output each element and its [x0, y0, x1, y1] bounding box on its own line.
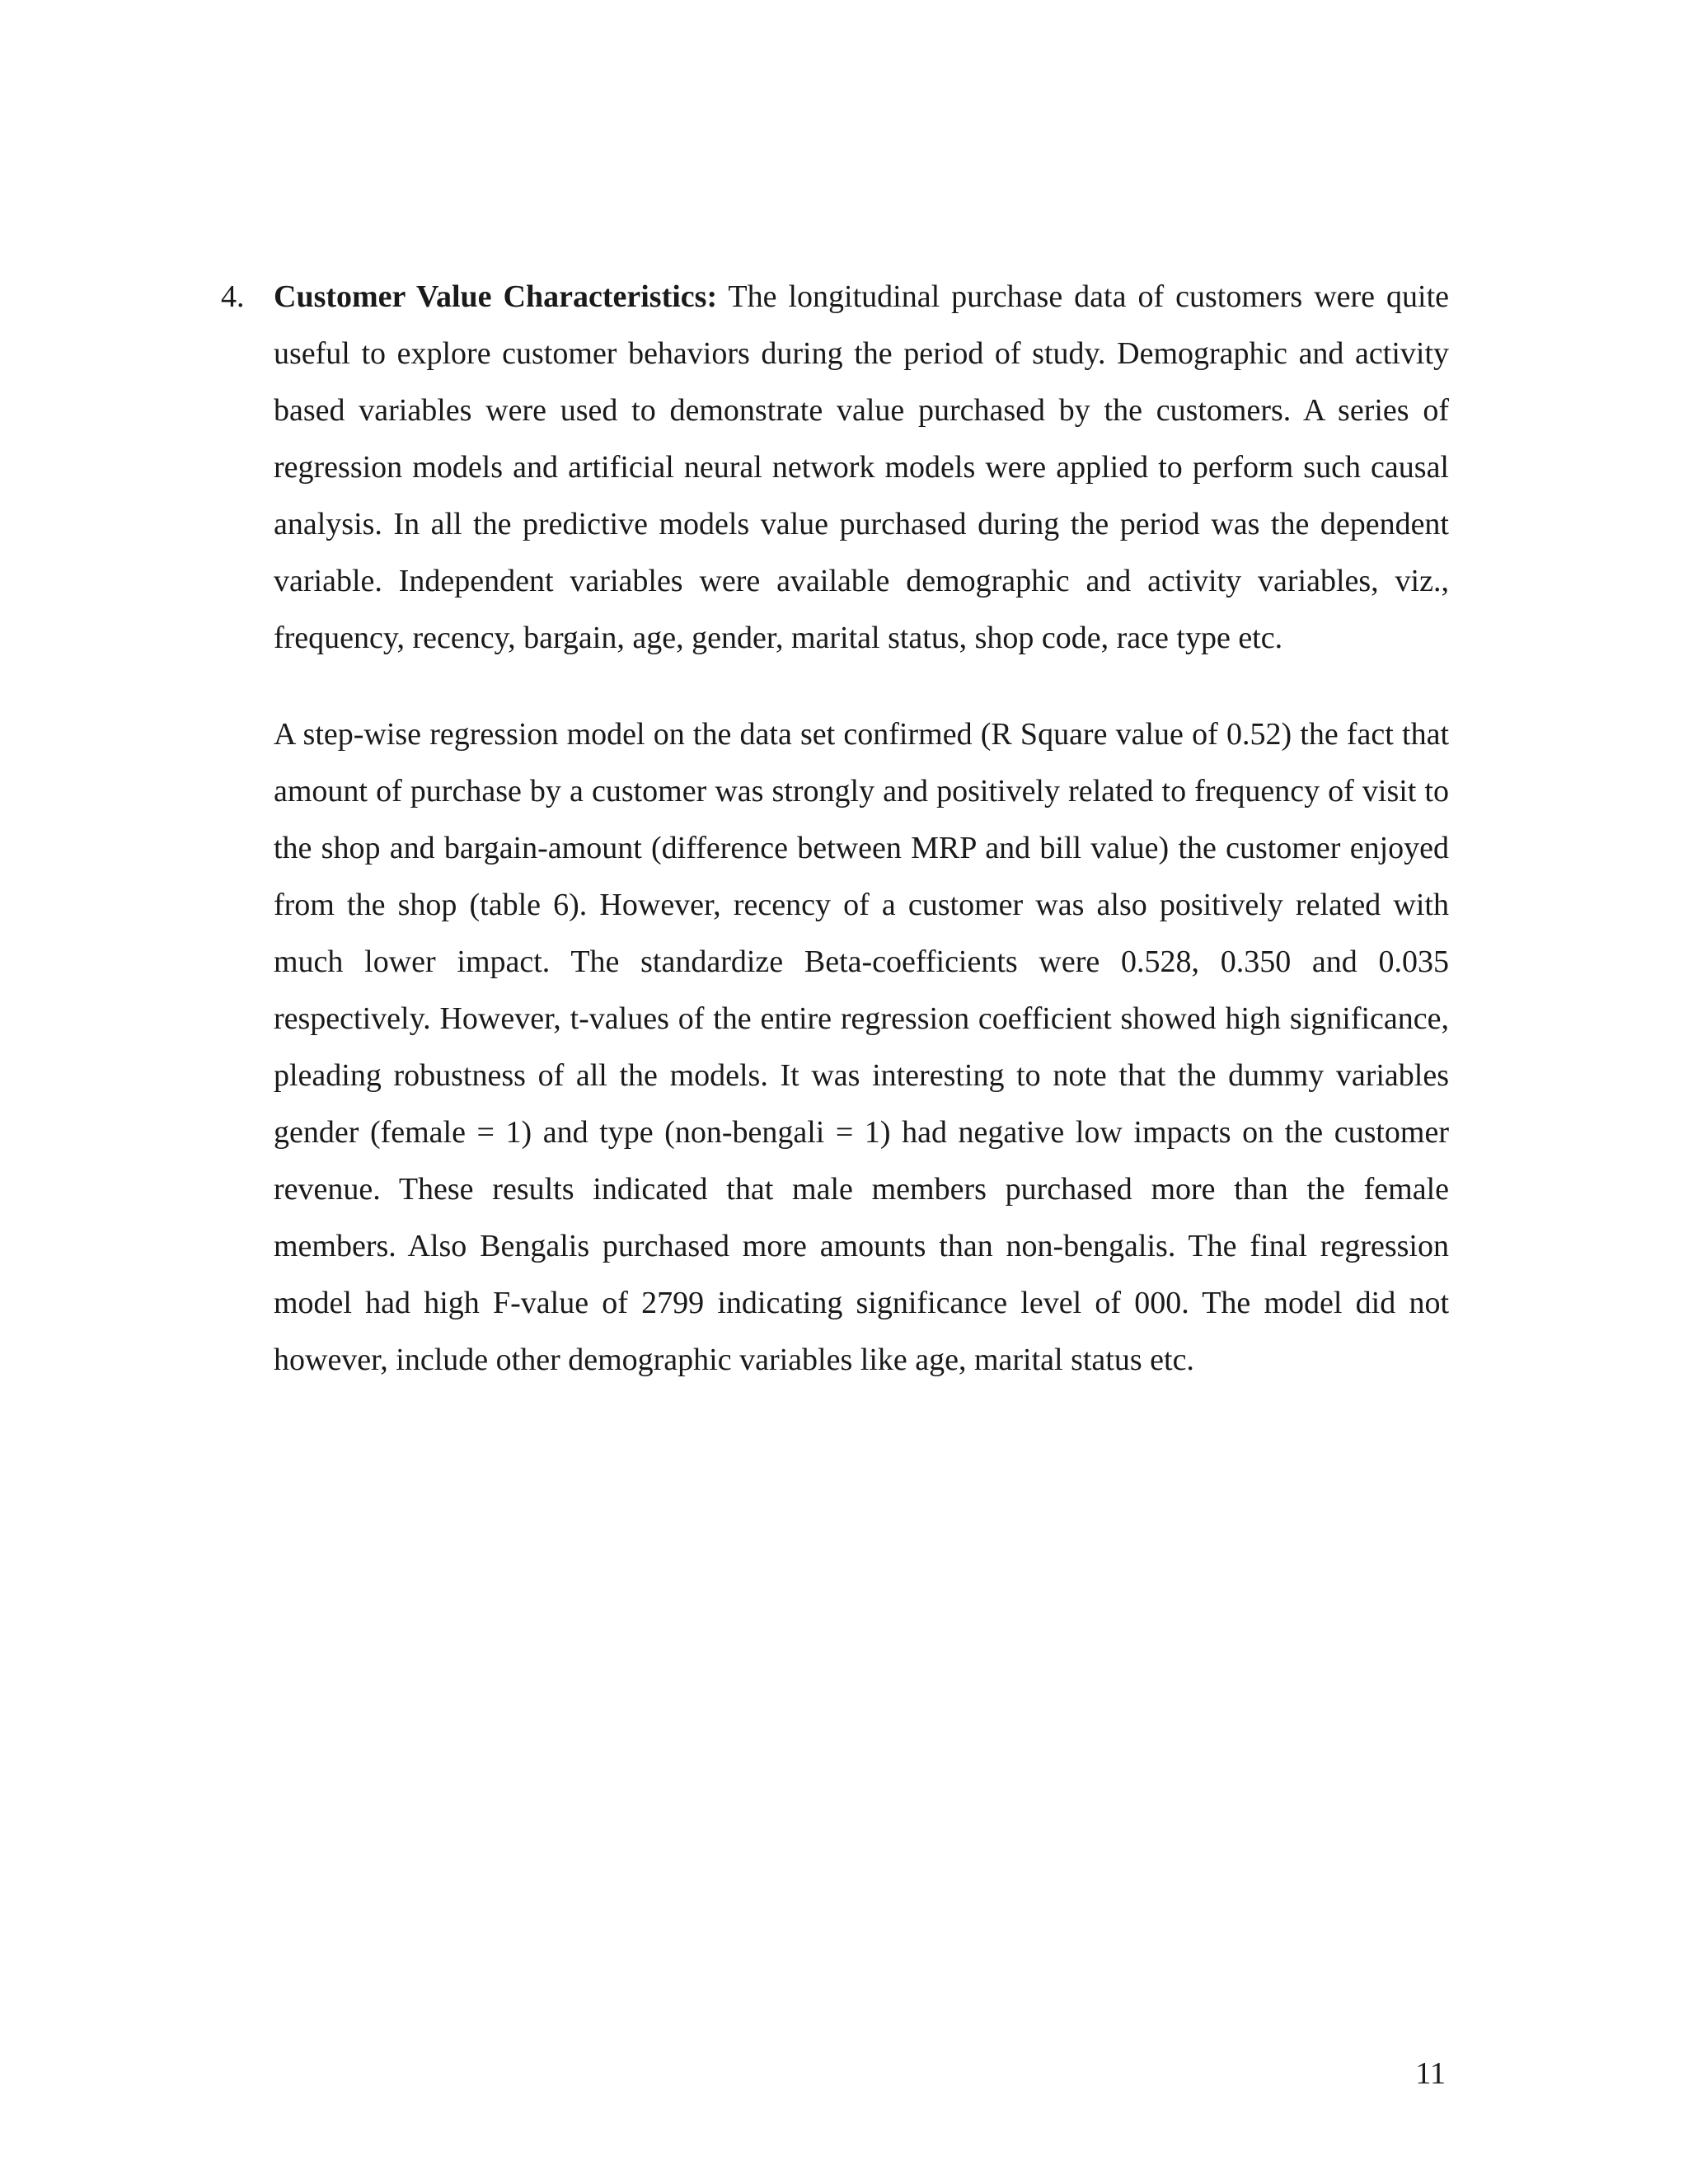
section-customer-value-characteristics — [221, 269, 1449, 1389]
paragraph-1 — [274, 269, 1449, 667]
paragraph-2: A step-wise regression model on the data set confirmed (R Square value of 0.52) the fact that amount of purchase by a customer was strongly and positively related to frequency of visit to the shop and bargain-amount (difference between MRP and bill value) the customer enjoyed from the shop (table 6). However, recency of a customer was also positively related with much lower impact. The standardize Beta-coefficients were 0.528, 0.350 and 0.035 respectively. However, t-values of the entire regression coefficient showed high significance, pleading robustness of all the models. It was interesting to note that the dummy variables gender (female = 1) and type (non-bengali = 1) had negative low impacts on the customer revenue. These results indicated that male members purchased more than the female members. Also Bengalis purchased more amounts than non-bengalis. The final regression model had high F-value of 2799 indicating significance level of 000. The model did not however, include other demographic variables like age, marital status etc. — [274, 717, 1449, 1377]
paragraph-1-text: The longitudinal purchase data of customers were quite useful to explore customer behaviors during the period of study. Demographic and activity based variables were used to demonstrate value purchased by the customers. A series of regression models and artificial neural network models were applied to perform such causal analysis. In all the predictive models value purchased during the period was the dependent variable. Independent variables were available demographic and activity variables, viz., frequency, recency, bargain, age, gender, marital status, shop code, race type etc. — [274, 279, 1450, 655]
list-item-number: 4. — [221, 279, 245, 314]
section-heading: Customer Value Characteristics: — [274, 279, 718, 314]
page-number: 11 — [1415, 2056, 1446, 2091]
